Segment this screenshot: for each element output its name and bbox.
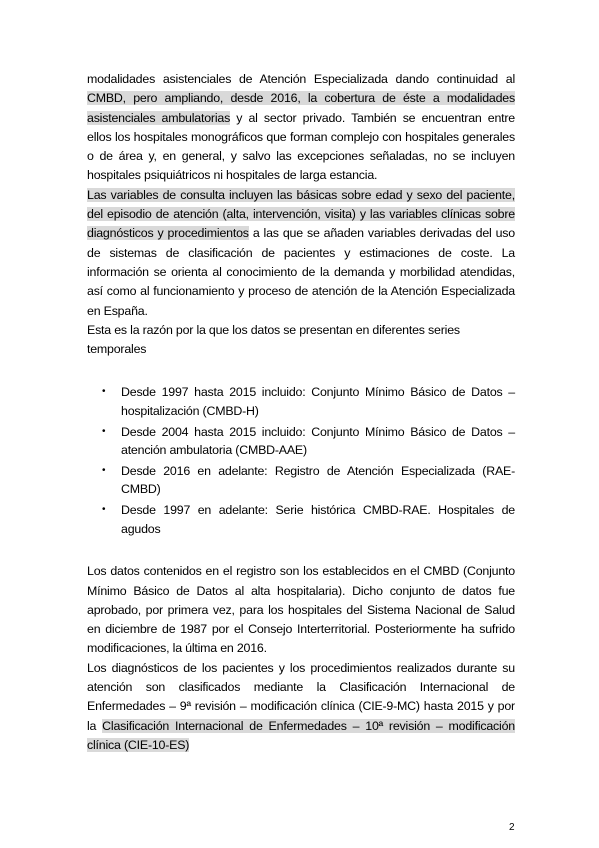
list-item-text: Desde 1997 hasta 2015 incluido: Conjunto Mínimo Básico de Datos – hospitalización (CMBD-H)	[121, 385, 515, 419]
highlighted-text: Las variables de consulta incluyen las básicas sobre edad y sexo del paciente, del episodio de atención (alta, intervención, visita) y las variables clínicas sobre diagnósticos y procedimientos	[87, 187, 515, 241]
paragraph-cmbd: Los datos contenidos en el registro son los establecidos en el CMBD (Conjunto Mínimo Básico de Datos al alta hospitalaria). Dicho conjunto de datos fue aprobado, por primera vez, para los hospitales del Sistema Nacional de Salud en diciembre de 1987 por el Consejo Interterritorial. Posteriormente ha sufrido modificaciones, la última en 2016.	[87, 564, 515, 656]
bullet-icon: •	[102, 386, 106, 398]
list-item	[102, 501, 515, 538]
paragraph-variables-end: a las que se añaden variables derivadas del uso de sistemas de clasificación de pacientes y estimaciones de coste. La información se orienta al conocimiento de la demanda y morbilidad atendidas, así como al funcionamiento y proceso de atención de la Atención Especializada en España.	[87, 226, 515, 318]
paragraph-classification	[87, 659, 515, 755]
paragraph-variables	[87, 186, 515, 321]
page-number: 2	[509, 822, 515, 833]
list-item-text: Desde 2004 hasta 2015 incluido: Conjunto Mínimo Básico de Datos – atención ambulatoria (CMBD-AAE)	[121, 424, 515, 458]
list-item	[102, 423, 515, 460]
paragraph-coverage	[87, 70, 515, 186]
bullet-icon: •	[102, 504, 106, 516]
list-item-text: Desde 2016 en adelante: Registro de Atención Especializada (RAE-CMBD)	[121, 463, 515, 497]
paragraph-series-intro: Esta es la razón por la que los datos se presentan en diferentes series temporales	[87, 322, 460, 357]
highlighted-text: Clasificación Internacional de Enfermedades – 10ª revisión – modificación clínica (CIE-10-ES)	[87, 718, 515, 752]
highlighted-text: CMBD, pero ampliando, desde 2016, la cobertura de éste a modalidades asistenciales ambulatorias	[87, 91, 515, 125]
bullet-icon: •	[102, 425, 106, 437]
paragraph-coverage-start: modalidades asistenciales de Atención Especializada dando continuidad al	[87, 72, 515, 86]
list-item	[102, 383, 515, 420]
bullet-icon: •	[102, 464, 106, 476]
document-body	[87, 70, 515, 755]
series-list	[87, 383, 515, 538]
list-item	[102, 462, 515, 499]
paragraph-classification-start: Los diagnósticos de los pacientes y los procedimientos realizados durante su atención son clasificados mediante la Clasificación Internacional de Enfermedades – 9ª revisión – modificación clínica (CIE-9-MC) hasta 2015 y por la	[87, 660, 515, 733]
list-item-text: Desde 1997 en adelante: Serie histórica CMBD-RAE. Hospitales de agudos	[121, 503, 515, 536]
paragraph-coverage-end: y al sector privado. También se encuentran entre ellos los hospitales monográficos que forman complejo con hospitales generales o de área y, en general, y salvo las excepciones señaladas, no se incluyen hospitales psiquiátricos ni hospitales de larga estancia.	[87, 110, 516, 183]
